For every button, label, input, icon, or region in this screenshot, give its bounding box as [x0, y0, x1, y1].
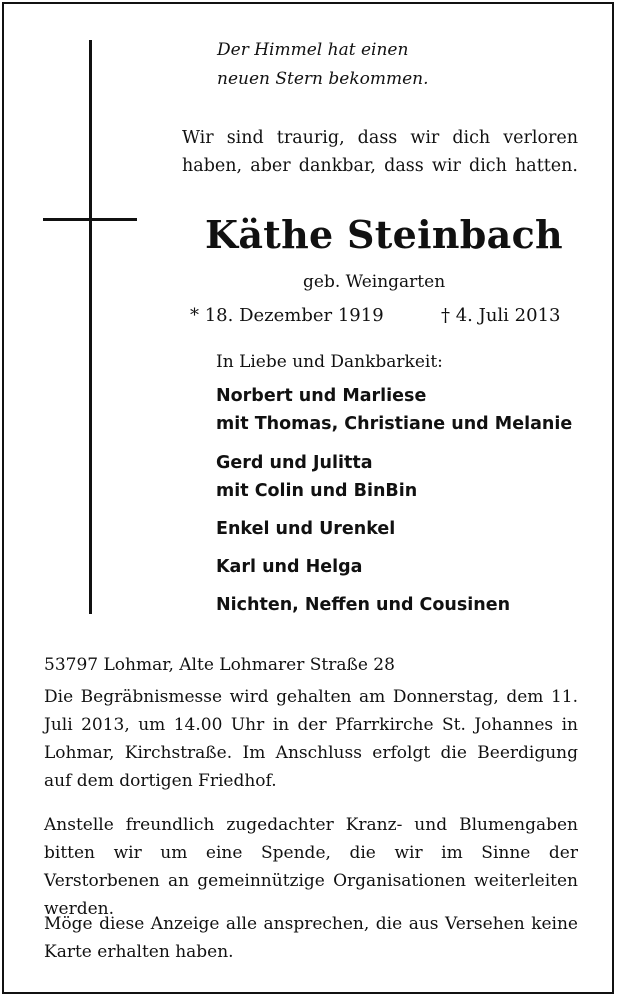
paragraph-donation: Anstelle freundlich zugedachter Kranz- und Blumengaben bitten wir um eine Spende, die wir im Sinne der Verstorbenen an gemeinnützige Organisationen weiterleiten werden.	[44, 815, 578, 919]
mourners-intro: In Liebe und Dankbarkeit:	[216, 352, 443, 372]
family-line: Karl und Helga	[216, 557, 363, 577]
address: 53797 Lohmar, Alte Lohmarer Straße 28	[44, 655, 395, 675]
quote-line-2: neuen Stern bekommen.	[217, 69, 429, 89]
family-line: Norbert und Marliese	[216, 386, 427, 406]
death-date: † 4. Juli 2013	[441, 305, 561, 326]
quote-line-1: Der Himmel hat einen	[217, 40, 409, 60]
deceased-name: Käthe Steinbach	[205, 212, 563, 257]
paragraph-funeral-mass: Die Begräbnismesse wird gehalten am Donnerstag, dem 11. Juli 2013, um 14.00 Uhr in der Pfarrkirche St. Johannes in Lohmar, Kirchstraße. Im Anschluss erfolgt die Beerdigung auf dem dortigen Friedhof.	[44, 687, 578, 791]
family-line: mit Colin und BinBin	[216, 481, 418, 501]
birth-date: * 18. Dezember 1919	[190, 305, 384, 326]
verse-line-1: Wir sind traurig, dass wir dich verloren	[182, 128, 578, 148]
family-line: Gerd und Julitta	[216, 453, 373, 473]
family-line: mit Thomas, Christiane und Melanie	[216, 414, 573, 434]
family-line: Enkel und Urenkel	[216, 519, 396, 539]
paragraph-apology: Möge diese Anzeige alle ansprechen, die aus Versehen keine Karte erhalten haben.	[44, 914, 578, 962]
family-line: Nichten, Neffen und Cousinen	[216, 595, 511, 615]
cross-horizontal-bar	[43, 218, 137, 221]
verse-line-2: haben, aber dankbar, dass wir dich hatten.	[182, 156, 578, 176]
birth-name: geb. Weingarten	[303, 272, 446, 292]
cross-vertical-bar	[89, 40, 92, 614]
